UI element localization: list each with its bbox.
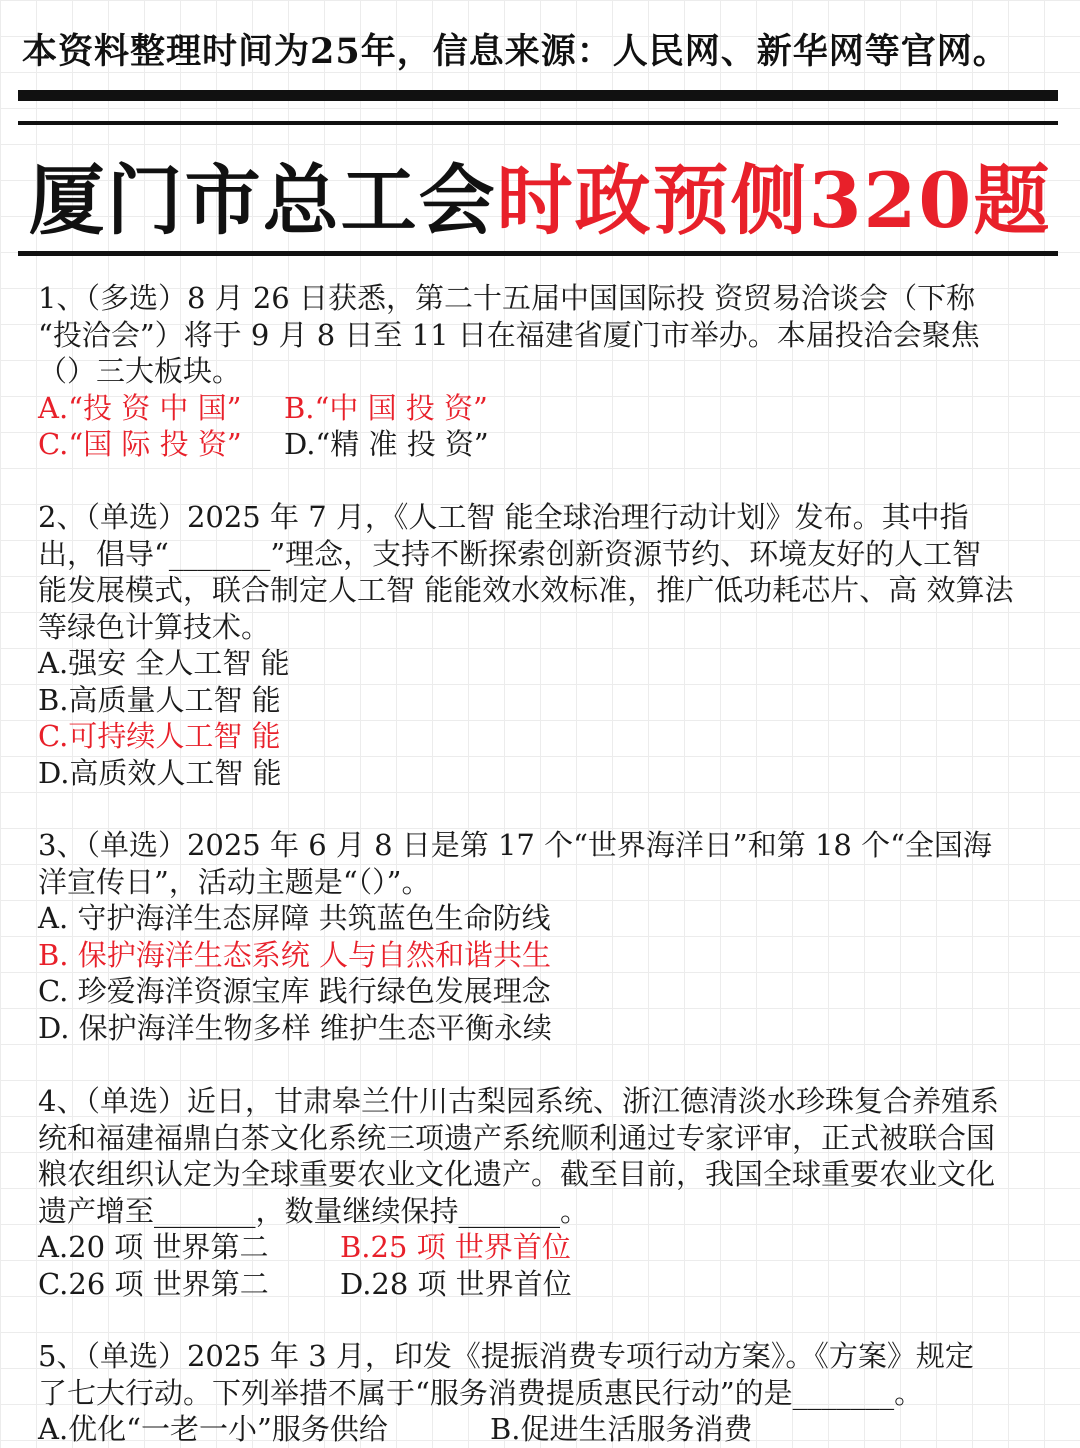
option-c: C.“国 际 投 资”: [38, 427, 242, 461]
divider-thick: [18, 90, 1058, 101]
question-4: [38, 1083, 1070, 1302]
option-a: A.20 项 世界第二: [38, 1230, 269, 1264]
question-text-line: 粮农组织认定为全球重要农业文化遗产。截至目前，我国全球重要农业文化: [38, 1157, 996, 1191]
question-1: [38, 280, 1070, 463]
option-c: C.26 项 世界第二: [38, 1266, 269, 1301]
divider-thin: [18, 121, 1058, 125]
option-c: C.可持续人工智 能: [38, 719, 281, 753]
option-b: B.“中 国 投 资”: [284, 390, 488, 425]
question-text-line: 能发展模式，联合制定人工智 能能效水效标准，推广低功耗芯片、高 效算法: [38, 573, 1014, 607]
question-3: [38, 827, 1070, 1046]
question-text-line: 4、（单选）近日，甘肃皋兰什川古梨园系统、浙江德清淡水珍珠复合养殖系: [38, 1084, 999, 1118]
question-text-line: 3、（单选）2025 年 6 月 8 日是第 17 个“世界海洋日”和第 18 个“全国海: [38, 828, 992, 862]
divider-bottom: [18, 251, 1058, 256]
question-5: [38, 1338, 1070, 1448]
question-text-line: 了七大行动。下列举措不属于“服务消费提质惠民行动”的是_______。: [38, 1375, 924, 1410]
question-text-line: （）三大板块。: [38, 354, 242, 388]
option-c: C. 珍爱海洋资源宝库 践行绿色发展理念: [38, 974, 551, 1008]
option-d: D.高质效人工智 能: [38, 755, 282, 790]
option-b: B.高质量人工智 能: [38, 682, 281, 717]
title-red-part: 时政预侧320题: [496, 156, 1052, 245]
option-a: A.优化“一老一小”服务供给: [38, 1412, 388, 1446]
option-b: B.促进生活服务消费: [490, 1412, 753, 1446]
option-a: A.“投 资 中 国”: [38, 390, 242, 425]
question-text-line: 出，倡导“_______”理念，支持不断探索创新资源节约、环境友好的人工智: [38, 536, 982, 571]
question-text-line: 洋宣传日”，活动主题是“（）”。: [38, 864, 431, 899]
question-2: [38, 499, 1070, 791]
option-d: D. 保护海洋生物多样 维护生态平衡永续: [38, 1010, 552, 1045]
title-black-part: 厦门市总工会: [28, 156, 497, 245]
question-text-line: 5、（单选）2025 年 3 月，印发《提振消费专项行动方案》。《方案》规定: [38, 1339, 974, 1373]
option-a: A. 守护海洋生态屏障 共筑蓝色生命防线: [38, 901, 551, 935]
option-a: A.强安 全人工智 能: [38, 646, 290, 680]
option-b: B. 保护海洋生态系统 人与自然和谐共生: [38, 937, 551, 972]
option-b: B.25 项 世界首位: [340, 1230, 571, 1264]
question-text-line: 遗产增至_______，数量继续保持_______。: [38, 1193, 590, 1228]
question-text-line: 1、（多选）8 月 26 日获悉，第二十五届中国国际投 资贸易洽谈会（下称: [38, 281, 976, 315]
question-text-line: “投洽会”）将于 9 月 8 日至 11 日在福建省厦门市举办。本届投洽会聚焦: [38, 317, 980, 352]
question-text-line: 2、（单选）2025 年 7 月，《人工智 能全球治理行动计划》发布。其中指: [38, 500, 969, 534]
option-d: D.28 项 世界首位: [340, 1266, 572, 1301]
page-title: [0, 140, 1080, 249]
question-text-line: 统和福建福鼎白茶文化系统三项遗产系统顺利通过专家评审，正式被联合国: [38, 1120, 996, 1155]
option-d: D.“精 准 投 资”: [284, 427, 489, 461]
notice-text: 本资料整理时间为25年，信息来源：人民网、新华网等官网。: [22, 31, 1009, 72]
question-text-line: 等绿色计算技术。: [38, 609, 271, 644]
